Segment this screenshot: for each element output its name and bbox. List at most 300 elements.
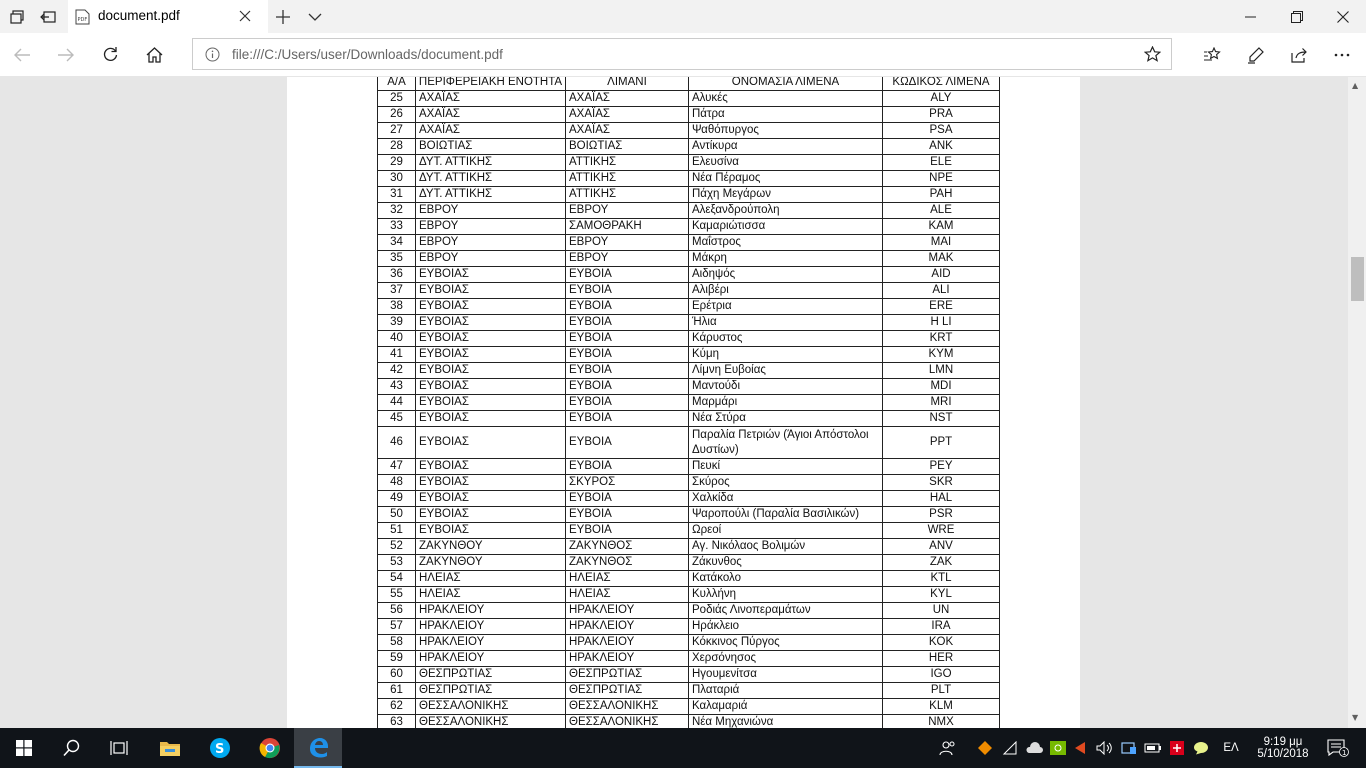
header-region: ΠΕΡΙΦΕΡΕΙΑΚΗ ΕΝΟΤΗΤΑ [416, 77, 566, 91]
cell-port-name: Κύμη [689, 347, 883, 363]
cell-aa: 57 [378, 619, 416, 635]
clock[interactable] [1250, 728, 1316, 768]
table-row [378, 123, 1000, 139]
scroll-up-icon[interactable]: ▲ [1352, 81, 1359, 90]
pdf-viewer [0, 77, 1348, 728]
cell-region: ΑΧΑΪΑΣ [416, 91, 566, 107]
table-row [378, 699, 1000, 715]
volume-icon[interactable] [1093, 728, 1117, 768]
cell-port-code: LMN [883, 363, 1000, 379]
table-row [378, 283, 1000, 299]
cell-port-code: ZAK [883, 555, 1000, 571]
cell-port: ΑΧΑΪΑΣ [566, 123, 689, 139]
cell-port-name: Νέα Στύρα [689, 411, 883, 427]
plus-icon[interactable] [266, 0, 300, 33]
cell-port: ΘΕΣΣΑΛΟΝΙΚΗΣ [566, 715, 689, 729]
cell-port-name: Ελευσίνα [689, 155, 883, 171]
cell-aa: 48 [378, 475, 416, 491]
cell-port-name: Μάκρη [689, 251, 883, 267]
cell-port: ΕΥΒΟΙΑ [566, 363, 689, 379]
scroll-thumb[interactable] [1351, 257, 1364, 301]
cell-aa: 29 [378, 155, 416, 171]
table-row [378, 491, 1000, 507]
cell-aa: 62 [378, 699, 416, 715]
cell-port: ΑΤΤΙΚΗΣ [566, 187, 689, 203]
cell-port-name: Σκύρος [689, 475, 883, 491]
cell-region: ΕΥΒΟΙΑΣ [416, 395, 566, 411]
cell-port: ΕΥΒΟΙΑ [566, 331, 689, 347]
table-row [378, 587, 1000, 603]
cell-port-name: Κάρυστος [689, 331, 883, 347]
minimize-button[interactable] [1228, 0, 1274, 33]
table-row [378, 667, 1000, 683]
cell-region: ΑΧΑΪΑΣ [416, 123, 566, 139]
cell-port-name: Κυλλήνη [689, 587, 883, 603]
cell-region: ΖΑΚΥΝΘΟΥ [416, 555, 566, 571]
cell-region: ΗΛΕΙΑΣ [416, 587, 566, 603]
task-view-icon[interactable] [96, 728, 144, 768]
svg-text:S: S [215, 742, 225, 757]
pdf-page [287, 77, 1080, 728]
cell-port-name: Νέα Πέραμος [689, 171, 883, 187]
nvidia-icon[interactable] [1045, 728, 1071, 768]
taskbar [0, 728, 1366, 768]
cell-port: ΗΛΕΙΑΣ [566, 587, 689, 603]
cell-region: ΕΒΡΟΥ [416, 219, 566, 235]
cell-aa: 46 [378, 427, 416, 459]
cell-port: ΕΥΒΟΙΑ [566, 523, 689, 539]
cell-aa: 25 [378, 91, 416, 107]
cell-port-name: Αντίκυρα [689, 139, 883, 155]
notification-count: 1 [1342, 749, 1347, 757]
cell-aa: 47 [378, 459, 416, 475]
header-port-code: ΚΩΔΙΚΟΣ ΛΙΜΕΝΑ [883, 77, 1000, 91]
cell-port-name: Ζάκυνθος [689, 555, 883, 571]
cell-port-code: ANV [883, 539, 1000, 555]
cell-port: ΣΚΥΡΟΣ [566, 475, 689, 491]
cell-region: ΕΥΒΟΙΑΣ [416, 475, 566, 491]
navigation-bar [0, 33, 1366, 77]
cell-aa: 59 [378, 651, 416, 667]
cell-region: ΘΕΣΠΡΩΤΙΑΣ [416, 667, 566, 683]
cell-region: ΔΥΤ. ΑΤΤΙΚΗΣ [416, 171, 566, 187]
cell-port-code: KAM [883, 219, 1000, 235]
cell-port-name: Ηγουμενίτσα [689, 667, 883, 683]
cell-port: ΕΥΒΟΙΑ [566, 267, 689, 283]
cell-port: ΕΥΒΟΙΑ [566, 491, 689, 507]
cell-port-name: Νέα Μηχανιώνα [689, 715, 883, 729]
cell-region: ΕΥΒΟΙΑΣ [416, 267, 566, 283]
table-row [378, 635, 1000, 651]
header-aa: Α/Α [378, 77, 416, 91]
table-row [378, 235, 1000, 251]
cell-port-name: Παραλία Πετριών (Άγιοι Απόστολοι Δυστίων) [689, 427, 883, 459]
cell-region: ΕΥΒΟΙΑΣ [416, 347, 566, 363]
app-tray-icon[interactable] [971, 728, 999, 768]
cell-region: ΕΥΒΟΙΑΣ [416, 331, 566, 347]
table-row [378, 459, 1000, 475]
cell-port: ΑΧΑΪΑΣ [566, 91, 689, 107]
cell-aa: 36 [378, 267, 416, 283]
scroll-down-icon[interactable]: ▼ [1352, 713, 1359, 722]
cell-aa: 53 [378, 555, 416, 571]
cell-port-code: ELE [883, 155, 1000, 171]
table-row [378, 299, 1000, 315]
cell-aa: 50 [378, 507, 416, 523]
cell-port: ΖΑΚΥΝΘΟΣ [566, 555, 689, 571]
restore-button[interactable] [1274, 0, 1320, 33]
table-row [378, 683, 1000, 699]
cell-port: ΕΥΒΟΙΑ [566, 459, 689, 475]
cell-port-name: Ψαροπούλι (Παραλία Βασιλικών) [689, 507, 883, 523]
cell-port-code: KLM [883, 699, 1000, 715]
cell-port-code: NMX [883, 715, 1000, 729]
table-row [378, 107, 1000, 123]
table-row [378, 571, 1000, 587]
cell-region: ΕΥΒΟΙΑΣ [416, 523, 566, 539]
cell-aa: 60 [378, 667, 416, 683]
cell-region: ΕΥΒΟΙΑΣ [416, 315, 566, 331]
address-bar[interactable] [192, 38, 1172, 70]
table-row [378, 139, 1000, 155]
cell-port-name: Κατάκολο [689, 571, 883, 587]
skype-icon[interactable] [196, 728, 244, 768]
cell-aa: 31 [378, 187, 416, 203]
cell-port-name: Πευκί [689, 459, 883, 475]
cell-port-name: Ερέτρια [689, 299, 883, 315]
cell-port: ΕΒΡΟΥ [566, 235, 689, 251]
cell-port: ΕΥΒΟΙΑ [566, 283, 689, 299]
cell-aa: 63 [378, 715, 416, 729]
cell-region: ΗΡΑΚΛΕΙΟΥ [416, 603, 566, 619]
cell-region: ΔΥΤ. ΑΤΤΙΚΗΣ [416, 187, 566, 203]
cell-port: ΕΥΒΟΙΑ [566, 507, 689, 523]
cell-region: ΕΥΒΟΙΑΣ [416, 411, 566, 427]
share-icon[interactable] [1278, 33, 1322, 76]
scrollbar[interactable] [1348, 77, 1366, 728]
table-row [378, 427, 1000, 459]
cell-aa: 55 [378, 587, 416, 603]
cell-port-name: Αλεξανδρούπολη [689, 203, 883, 219]
cell-port-code: PRA [883, 107, 1000, 123]
cell-port-name: Αλιβέρι [689, 283, 883, 299]
cell-region: ΘΕΣΣΑΛΟΝΙΚΗΣ [416, 699, 566, 715]
cell-region: ΔΥΤ. ΑΤΤΙΚΗΣ [416, 155, 566, 171]
cell-aa: 30 [378, 171, 416, 187]
table-row [378, 91, 1000, 107]
pdf-file-icon [75, 9, 90, 29]
header-port: ΛΙΜΑΝΙ [566, 77, 689, 91]
home-icon[interactable] [132, 33, 176, 76]
cell-aa: 56 [378, 603, 416, 619]
cell-port-name: Ροδιάς Λινοπεραμάτων [689, 603, 883, 619]
cell-port-code: ERE [883, 299, 1000, 315]
table-row [378, 331, 1000, 347]
cell-region: ΕΒΡΟΥ [416, 251, 566, 267]
cell-port: ΖΑΚΥΝΘΟΣ [566, 539, 689, 555]
cell-port-name: Αγ. Νικόλαος Βολιμών [689, 539, 883, 555]
cell-region: ΗΡΑΚΛΕΙΟΥ [416, 651, 566, 667]
table-row [378, 475, 1000, 491]
file-explorer-icon[interactable] [146, 728, 194, 768]
table-row [378, 619, 1000, 635]
cell-port: ΑΤΤΙΚΗΣ [566, 171, 689, 187]
tab-title: document.pdf [98, 8, 180, 23]
cell-port-name: Ηράκλειο [689, 619, 883, 635]
table-header-row [378, 77, 1000, 91]
cell-aa: 26 [378, 107, 416, 123]
cell-region: ΕΥΒΟΙΑΣ [416, 491, 566, 507]
cell-region: ΕΥΒΟΙΑΣ [416, 459, 566, 475]
cell-port-code: PEY [883, 459, 1000, 475]
cell-port-code: UN [883, 603, 1000, 619]
table-row [378, 523, 1000, 539]
input-language[interactable]: ΕΛ [1223, 742, 1239, 754]
cloud-icon[interactable] [1021, 728, 1047, 768]
cell-port-name: Χερσόνησος [689, 651, 883, 667]
table-row [378, 251, 1000, 267]
cell-port: ΕΒΡΟΥ [566, 251, 689, 267]
cell-aa: 34 [378, 235, 416, 251]
table-row [378, 267, 1000, 283]
cell-port-name: Καλαμαριά [689, 699, 883, 715]
table-row [378, 555, 1000, 571]
cell-port-code: MAI [883, 235, 1000, 251]
ports-table [377, 77, 1000, 728]
cell-port: ΗΡΑΚΛΕΙΟΥ [566, 651, 689, 667]
more-icon[interactable] [1320, 33, 1364, 76]
cell-port-code: KYM [883, 347, 1000, 363]
cell-aa: 39 [378, 315, 416, 331]
cell-region: ΘΕΣΣΑΛΟΝΙΚΗΣ [416, 715, 566, 729]
cell-port-code: KTL [883, 571, 1000, 587]
cell-region: ΗΡΑΚΛΕΙΟΥ [416, 635, 566, 651]
cell-region: ΕΒΡΟΥ [416, 235, 566, 251]
cell-port: ΣΑΜΟΘΡΑΚΗ [566, 219, 689, 235]
favorites-hub-icon[interactable] [1190, 33, 1234, 76]
battery-icon[interactable] [1141, 728, 1165, 768]
cell-region: ΗΡΑΚΛΕΙΟΥ [416, 619, 566, 635]
cell-region: ΕΥΒΟΙΑΣ [416, 507, 566, 523]
cell-aa: 40 [378, 331, 416, 347]
clock-date: 5/10/2018 [1257, 748, 1309, 760]
cell-port-code: HER [883, 651, 1000, 667]
cell-aa: 43 [378, 379, 416, 395]
cell-port-code: AID [883, 267, 1000, 283]
table-row [378, 539, 1000, 555]
table-row [378, 651, 1000, 667]
cell-port-code: PAH [883, 187, 1000, 203]
tab-bar [0, 0, 1366, 33]
cell-port-code: ALI [883, 283, 1000, 299]
cell-port-code: KYL [883, 587, 1000, 603]
table-row [378, 187, 1000, 203]
cell-aa: 35 [378, 251, 416, 267]
cell-region: ΒΟΙΩΤΙΑΣ [416, 139, 566, 155]
cell-port-code: ALY [883, 91, 1000, 107]
table-row [378, 379, 1000, 395]
alert-tray-icon[interactable] [1069, 728, 1091, 768]
cell-aa: 54 [378, 571, 416, 587]
tab-list-icon[interactable] [0, 0, 34, 33]
table-row [378, 315, 1000, 331]
cell-aa: 27 [378, 123, 416, 139]
cell-port-code: IRA [883, 619, 1000, 635]
cell-port-code: MAK [883, 251, 1000, 267]
table-row [378, 203, 1000, 219]
cell-aa: 49 [378, 491, 416, 507]
cell-port-code: H LI [883, 315, 1000, 331]
info-icon[interactable] [205, 47, 220, 66]
cell-port-name: Μαρμάρι [689, 395, 883, 411]
close-window-button[interactable] [1320, 0, 1366, 33]
cell-port: ΗΛΕΙΑΣ [566, 571, 689, 587]
cell-port: ΗΡΑΚΛΕΙΟΥ [566, 603, 689, 619]
cell-port: ΑΧΑΪΑΣ [566, 107, 689, 123]
cell-port-code: NST [883, 411, 1000, 427]
cell-port: ΕΥΒΟΙΑ [566, 299, 689, 315]
cell-port-code: PLT [883, 683, 1000, 699]
url-text[interactable]: file:///C:/Users/user/Downloads/document.pdf [232, 47, 503, 62]
cell-port: ΑΤΤΙΚΗΣ [566, 155, 689, 171]
cell-port-name: Μαΐστρος [689, 235, 883, 251]
cell-port: ΕΥΒΟΙΑ [566, 395, 689, 411]
cell-port-code: WRE [883, 523, 1000, 539]
cell-port-code: NPE [883, 171, 1000, 187]
cell-port-name: Ήλια [689, 315, 883, 331]
cell-port-code: IGO [883, 667, 1000, 683]
cell-port-name: Πάχη Μεγάρων [689, 187, 883, 203]
cell-port-name: Λίμνη Ευβοίας [689, 363, 883, 379]
cell-aa: 61 [378, 683, 416, 699]
edge-taskbar-icon[interactable] [294, 728, 342, 768]
notification-center-icon[interactable] [1318, 728, 1358, 768]
forward-arrow-icon[interactable] [44, 33, 88, 76]
cell-port: ΘΕΣΠΡΩΤΙΑΣ [566, 667, 689, 683]
active-tab[interactable] [68, 0, 268, 33]
device-tray-icon[interactable] [1117, 728, 1141, 768]
cell-port-name: Χαλκίδα [689, 491, 883, 507]
cell-region: ΕΥΒΟΙΑΣ [416, 427, 566, 459]
cell-port-name: Κόκκινος Πύργος [689, 635, 883, 651]
cell-port-name: Ωρεοί [689, 523, 883, 539]
cell-port-code: MDI [883, 379, 1000, 395]
security-tray-icon[interactable] [1165, 728, 1189, 768]
cell-region: ΗΛΕΙΑΣ [416, 571, 566, 587]
header-port-name: ΟΝΟΜΑΣΙΑ ΛΙΜΕΝΑ [689, 77, 883, 91]
cell-port-code: ANK [883, 139, 1000, 155]
cell-port: ΘΕΣΠΡΩΤΙΑΣ [566, 683, 689, 699]
cell-port-code: SKR [883, 475, 1000, 491]
cell-aa: 45 [378, 411, 416, 427]
cell-port-name: Καμαριώτισσα [689, 219, 883, 235]
cell-port: ΕΒΡΟΥ [566, 203, 689, 219]
cell-aa: 33 [378, 219, 416, 235]
cell-port-name: Πλαταριά [689, 683, 883, 699]
cell-aa: 58 [378, 635, 416, 651]
table-row [378, 715, 1000, 729]
network-icon[interactable] [997, 728, 1023, 768]
cell-port-name: Πάτρα [689, 107, 883, 123]
cell-port: ΗΡΑΚΛΕΙΟΥ [566, 619, 689, 635]
cell-aa: 42 [378, 363, 416, 379]
cell-aa: 37 [378, 283, 416, 299]
cell-aa: 44 [378, 395, 416, 411]
cell-region: ΘΕΣΠΡΩΤΙΑΣ [416, 683, 566, 699]
cell-region: ΑΧΑΪΑΣ [416, 107, 566, 123]
cell-port-name: Αλυκές [689, 91, 883, 107]
cell-port-name: Αιδηψός [689, 267, 883, 283]
table-row [378, 363, 1000, 379]
close-icon[interactable] [238, 8, 252, 27]
set-aside-tabs-icon[interactable] [31, 0, 65, 33]
cell-port-code: HAL [883, 491, 1000, 507]
table-row [378, 219, 1000, 235]
table-row [378, 603, 1000, 619]
cell-port: ΕΥΒΟΙΑ [566, 315, 689, 331]
cell-aa: 41 [378, 347, 416, 363]
cell-port-code: MRI [883, 395, 1000, 411]
cell-port-name: Ψαθόπυργος [689, 123, 883, 139]
cell-region: ΕΒΡΟΥ [416, 203, 566, 219]
back-arrow-icon[interactable] [0, 33, 44, 76]
table-row [378, 507, 1000, 523]
pen-icon[interactable] [1234, 33, 1278, 76]
table-row [378, 411, 1000, 427]
cell-port: ΗΡΑΚΛΕΙΟΥ [566, 635, 689, 651]
cell-region: ΕΥΒΟΙΑΣ [416, 283, 566, 299]
table-row [378, 395, 1000, 411]
cell-port: ΒΟΙΩΤΙΑΣ [566, 139, 689, 155]
cell-aa: 51 [378, 523, 416, 539]
table-row [378, 155, 1000, 171]
cell-region: ΕΥΒΟΙΑΣ [416, 363, 566, 379]
cell-region: ΕΥΒΟΙΑΣ [416, 299, 566, 315]
cell-region: ΕΥΒΟΙΑΣ [416, 379, 566, 395]
cell-port: ΕΥΒΟΙΑ [566, 379, 689, 395]
cell-aa: 38 [378, 299, 416, 315]
cell-region: ΖΑΚΥΝΘΟΥ [416, 539, 566, 555]
cell-port-code: ALE [883, 203, 1000, 219]
table-row [378, 171, 1000, 187]
cell-port-name: Μαντούδι [689, 379, 883, 395]
cell-port: ΕΥΒΟΙΑ [566, 347, 689, 363]
svg-text:PDF: PDF [77, 17, 88, 23]
people-icon[interactable] [934, 728, 962, 768]
cell-aa: 52 [378, 539, 416, 555]
cell-port: ΘΕΣΣΑΛΟΝΙΚΗΣ [566, 699, 689, 715]
windows-start-icon[interactable] [0, 728, 48, 768]
cell-port: ΕΥΒΟΙΑ [566, 411, 689, 427]
star-icon[interactable] [1144, 46, 1161, 66]
cell-port-code: KRT [883, 331, 1000, 347]
clock-time: 9:19 μμ [1263, 736, 1303, 748]
cell-port-code: PSA [883, 123, 1000, 139]
chat-tray-icon[interactable] [1189, 728, 1213, 768]
cell-aa: 32 [378, 203, 416, 219]
chrome-icon[interactable] [246, 728, 294, 768]
cell-port-code: KOK [883, 635, 1000, 651]
cell-port-code: PSR [883, 507, 1000, 523]
refresh-icon[interactable] [88, 33, 132, 76]
table-body [378, 91, 1000, 729]
cell-aa: 28 [378, 139, 416, 155]
search-icon[interactable] [48, 728, 96, 768]
chevron-down-icon[interactable] [298, 0, 332, 33]
cell-port-code: PPT [883, 427, 1000, 459]
table-row [378, 347, 1000, 363]
cell-port: ΕΥΒΟΙΑ [566, 427, 689, 459]
